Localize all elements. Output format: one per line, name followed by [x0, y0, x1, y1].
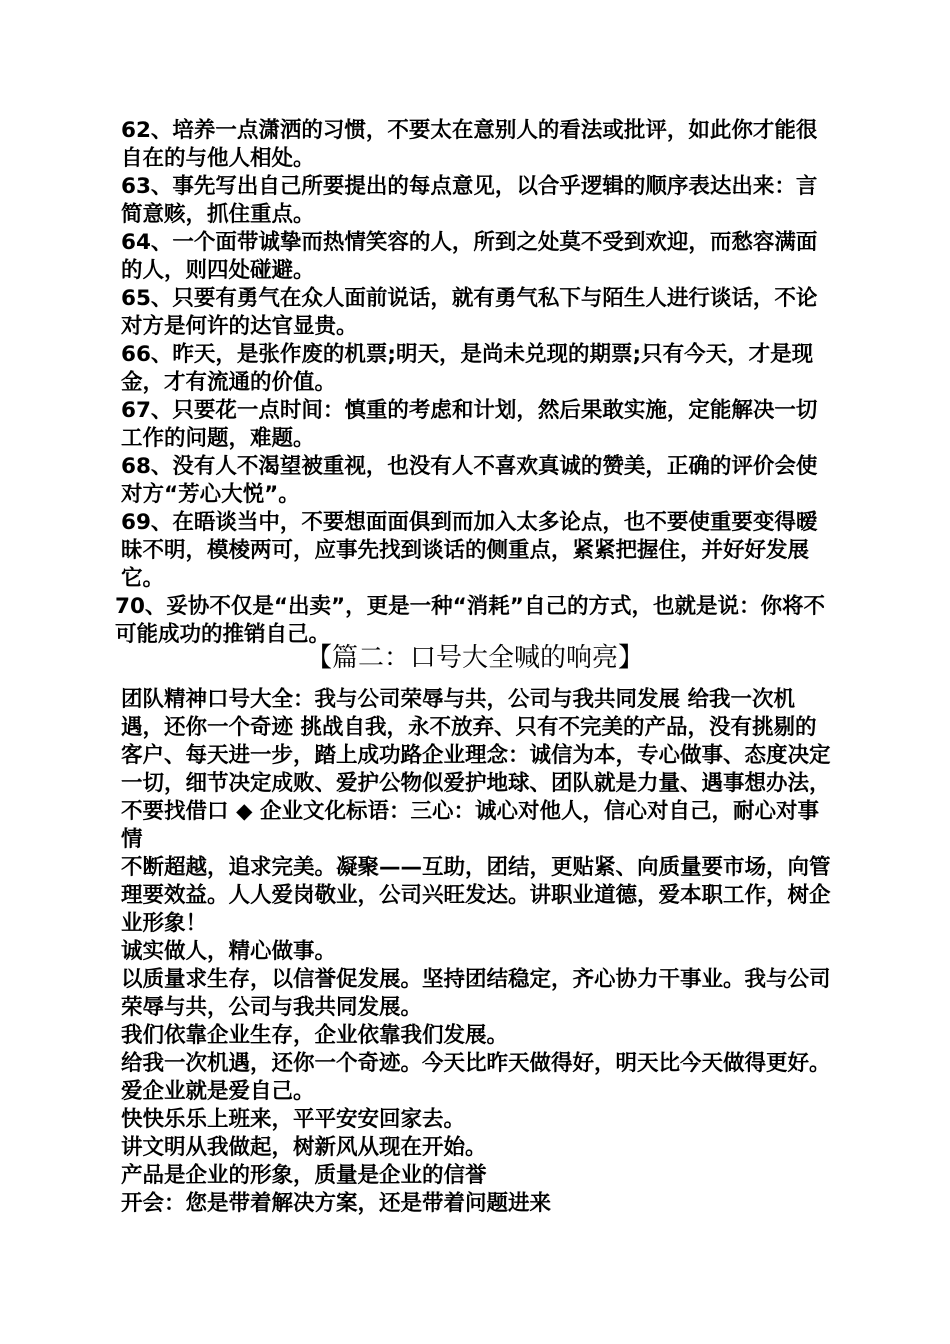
paragraph: 70、妥协不仅是“出卖”，更是一种“消耗”自己的方式，也就是说：你将不可能成功的推销自己。 — [115, 594, 825, 647]
paragraph: 65、只要有勇气在众人面前说话，就有勇气私下与陌生人进行谈话，不论对方是何许的达官显贵。 — [121, 286, 818, 339]
paragraph: 我们依靠企业生存，企业依靠我们发展。 — [121, 1023, 509, 1048]
paragraph: 产品是企业的形象，质量是企业的信誉 — [121, 1163, 487, 1188]
paragraph: 团队精神口号大全：我与公司荣辱与共，公司与我共同发展 给我一次机遇，还你一个奇迹 挑战自我，永不放弃、只有不完美的产品，没有挑剔的客户、每天进一步，踏上成功路企业理念：诚信为本，专心做事、态度决定一切，细节决定成败、爱护公物似爱护地球、团队就是力量、遇事想办法，不要找借口 ◆ 企业文化标语：三心：诚心对他人，信心对自己，耐心对事情 — [121, 687, 831, 852]
paragraph: 以质量求生存，以信誉促发展。坚持团结稳定，齐心协力干事业。我与公司荣辱与共，公司与我共同发展。 — [121, 967, 831, 1020]
paragraph: 63、事先写出自己所要提出的每点意见，以合乎逻辑的顺序表达出来：言简意赅，抓住重点。 — [121, 174, 818, 227]
paragraph: 诚实做人，精心做事。 — [121, 939, 337, 964]
paragraph: 66、昨天，是张作废的机票;明天，是尚未兑现的期票;只有今天，才是现金，才有流通的价值。 — [121, 342, 814, 395]
paragraph: 64、一个面带诚挚而热情笑容的人，所到之处莫不受到欢迎，而愁容满面的人，则四处碰避。 — [121, 230, 818, 283]
tips-section — [115, 117, 835, 649]
paragraph: 快快乐乐上班来，平平安安回家去。 — [121, 1107, 466, 1132]
paragraph: 讲文明从我做起，树新风从现在开始。 — [121, 1135, 487, 1160]
paragraph: 62、培养一点潇洒的习惯，不要太在意别人的看法或批评，如此你才能很自在的与他人相处。 — [121, 118, 818, 171]
paragraph: 68、没有人不渴望被重视，也没有人不喜欢真诚的赞美，正确的评价会使对方“芳心大悦”。 — [121, 454, 818, 507]
section-heading: 【篇二：口号大全喊的响亮】 — [305, 643, 644, 673]
paragraph: 69、在晤谈当中，不要想面面俱到而加入太多论点，也不要使重要变得暧昧不明，模棱两可，应事先找到谈话的侧重点，紧紧把握住，并好好发展它。 — [121, 510, 818, 591]
paragraph: 给我一次机遇，还你一个奇迹。今天比昨天做得好，明天比今天做得更好。爱企业就是爱自己。 — [121, 1051, 831, 1104]
paragraph: 开会：您是带着解决方案，还是带着问题进来 — [121, 1191, 552, 1216]
slogans-section — [115, 686, 835, 1218]
paragraph: 不断超越，追求完美。凝聚——互助，团结，更贴紧、向质量要市场，向管理要效益。人人爱岗敬业，公司兴旺发达。讲职业道德，爱本职工作，树企业形象！ — [121, 855, 831, 936]
paragraph: 67、只要花一点时间：慎重的考虑和计划，然后果敢实施，定能解决一切工作的问题，难题。 — [121, 398, 818, 451]
